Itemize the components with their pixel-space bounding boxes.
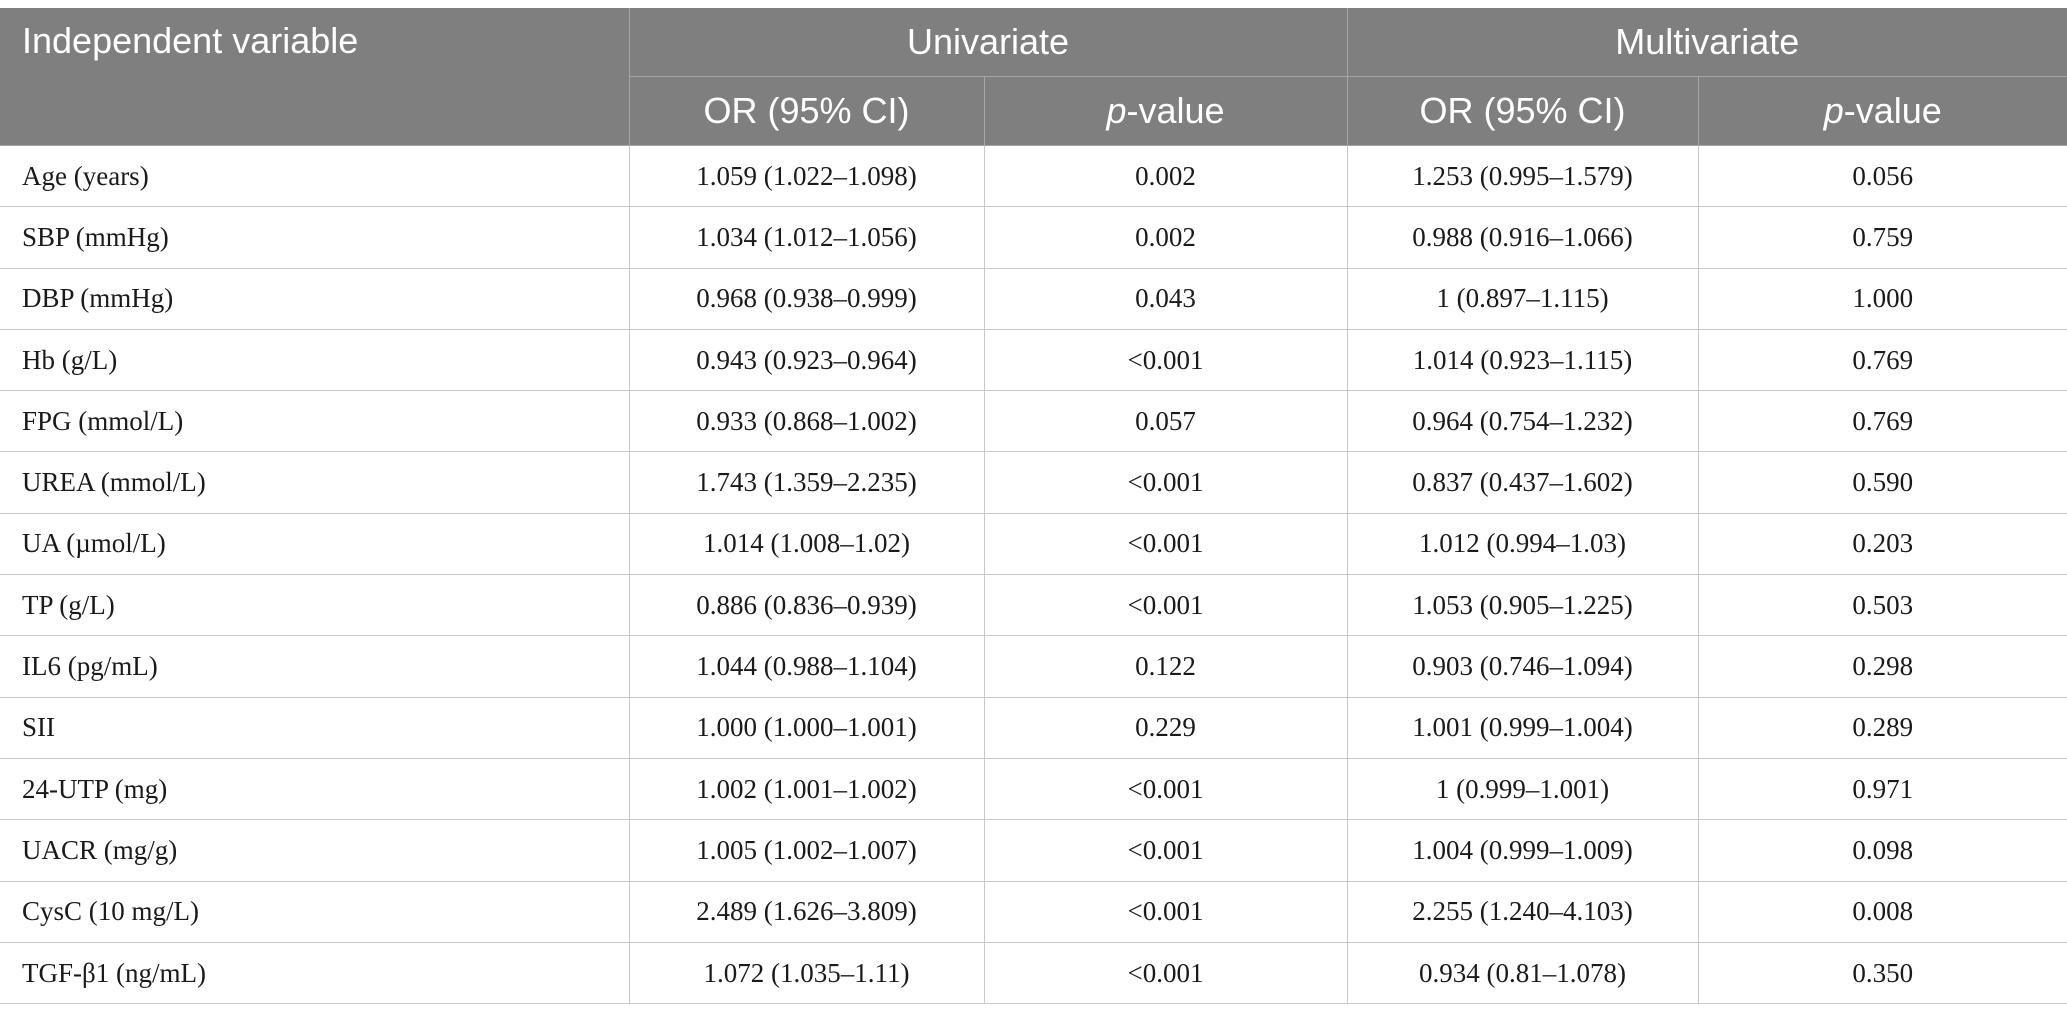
cell-multivariate-or-ci: 1.014 (0.923–1.115) <box>1347 329 1698 390</box>
cell-univariate-p-value: 0.043 <box>984 268 1347 329</box>
cell-multivariate-or-ci: 0.988 (0.916–1.066) <box>1347 207 1698 268</box>
cell-univariate-or-ci: 0.933 (0.868–1.002) <box>629 391 984 452</box>
cell-univariate-or-ci: 1.002 (1.001–1.002) <box>629 758 984 819</box>
header-uni-p-value <box>984 77 1347 146</box>
cell-multivariate-p-value: 0.350 <box>1698 942 2067 1003</box>
cell-multivariate-p-value: 0.289 <box>1698 697 2067 758</box>
cell-variable: 24-UTP (mg) <box>0 758 629 819</box>
table-row <box>0 207 2067 268</box>
table-row <box>0 820 2067 881</box>
cell-multivariate-p-value: 0.971 <box>1698 758 2067 819</box>
cell-univariate-or-ci: 0.968 (0.938–0.999) <box>629 268 984 329</box>
cell-multivariate-p-value: 0.503 <box>1698 575 2067 636</box>
cell-multivariate-or-ci: 1.253 (0.995–1.579) <box>1347 146 1698 207</box>
header-row-groups <box>0 8 2067 77</box>
p-italic-label: p <box>1823 90 1844 131</box>
cell-multivariate-or-ci: 1.053 (0.905–1.225) <box>1347 575 1698 636</box>
cell-univariate-or-ci: 1.059 (1.022–1.098) <box>629 146 984 207</box>
cell-multivariate-or-ci: 1.004 (0.999–1.009) <box>1347 820 1698 881</box>
cell-multivariate-or-ci: 1 (0.999–1.001) <box>1347 758 1698 819</box>
table-row <box>0 575 2067 636</box>
table-row <box>0 942 2067 1003</box>
cell-univariate-or-ci: 1.743 (1.359–2.235) <box>629 452 984 513</box>
cell-variable: Hb (g/L) <box>0 329 629 390</box>
cell-variable: UACR (mg/g) <box>0 820 629 881</box>
cell-univariate-p-value: <0.001 <box>984 942 1347 1003</box>
table-body <box>0 146 2067 1004</box>
cell-univariate-p-value: 0.002 <box>984 207 1347 268</box>
cell-multivariate-p-value: 0.769 <box>1698 329 2067 390</box>
table-row <box>0 268 2067 329</box>
header-univariate: Univariate <box>629 8 1347 77</box>
cell-univariate-p-value: <0.001 <box>984 513 1347 574</box>
cell-univariate-or-ci: 0.886 (0.836–0.939) <box>629 575 984 636</box>
cell-univariate-or-ci: 1.072 (1.035–1.11) <box>629 942 984 1003</box>
cell-univariate-p-value: <0.001 <box>984 758 1347 819</box>
header-uni-or-ci: OR (95% CI) <box>629 77 984 146</box>
cell-univariate-or-ci: 1.034 (1.012–1.056) <box>629 207 984 268</box>
p-italic-label: p <box>1106 90 1127 131</box>
cell-univariate-or-ci: 1.000 (1.000–1.001) <box>629 697 984 758</box>
cell-variable: FPG (mmol/L) <box>0 391 629 452</box>
header-multi-p-value <box>1698 77 2067 146</box>
cell-multivariate-or-ci: 2.255 (1.240–4.103) <box>1347 881 1698 942</box>
cell-multivariate-or-ci: 0.903 (0.746–1.094) <box>1347 636 1698 697</box>
cell-univariate-p-value: <0.001 <box>984 820 1347 881</box>
header-independent-variable: Independent variable <box>0 8 629 146</box>
table-row <box>0 146 2067 207</box>
cell-univariate-or-ci: 1.005 (1.002–1.007) <box>629 820 984 881</box>
table-row <box>0 636 2067 697</box>
cell-univariate-or-ci: 0.943 (0.923–0.964) <box>629 329 984 390</box>
cell-univariate-p-value: 0.229 <box>984 697 1347 758</box>
cell-multivariate-or-ci: 0.837 (0.437–1.602) <box>1347 452 1698 513</box>
cell-univariate-or-ci: 1.044 (0.988–1.104) <box>629 636 984 697</box>
cell-multivariate-or-ci: 0.934 (0.81–1.078) <box>1347 942 1698 1003</box>
cell-variable: TGF-β1 (ng/mL) <box>0 942 629 1003</box>
results-table-container <box>0 8 2067 1004</box>
cell-variable: UREA (mmol/L) <box>0 452 629 513</box>
cell-univariate-p-value: 0.122 <box>984 636 1347 697</box>
cell-univariate-p-value: <0.001 <box>984 881 1347 942</box>
table-row <box>0 758 2067 819</box>
cell-multivariate-p-value: 0.769 <box>1698 391 2067 452</box>
cell-univariate-p-value: <0.001 <box>984 452 1347 513</box>
header-multivariate: Multivariate <box>1347 8 2067 77</box>
p-value-suffix: -value <box>1843 90 1942 131</box>
cell-variable: TP (g/L) <box>0 575 629 636</box>
table-row <box>0 391 2067 452</box>
cell-multivariate-p-value: 0.203 <box>1698 513 2067 574</box>
cell-variable: Age (years) <box>0 146 629 207</box>
cell-variable: SII <box>0 697 629 758</box>
cell-multivariate-p-value: 0.590 <box>1698 452 2067 513</box>
p-value-suffix: -value <box>1126 90 1225 131</box>
cell-variable: SBP (mmHg) <box>0 207 629 268</box>
cell-variable: IL6 (pg/mL) <box>0 636 629 697</box>
table-row <box>0 881 2067 942</box>
cell-univariate-p-value: 0.002 <box>984 146 1347 207</box>
cell-multivariate-p-value: 0.056 <box>1698 146 2067 207</box>
table-header <box>0 8 2067 146</box>
table-row <box>0 697 2067 758</box>
cell-univariate-p-value: 0.057 <box>984 391 1347 452</box>
regression-results-table <box>0 8 2067 1004</box>
table-row <box>0 513 2067 574</box>
cell-variable: CysC (10 mg/L) <box>0 881 629 942</box>
table-row <box>0 329 2067 390</box>
cell-variable: UA (µmol/L) <box>0 513 629 574</box>
cell-multivariate-or-ci: 0.964 (0.754–1.232) <box>1347 391 1698 452</box>
cell-multivariate-or-ci: 1 (0.897–1.115) <box>1347 268 1698 329</box>
cell-multivariate-or-ci: 1.001 (0.999–1.004) <box>1347 697 1698 758</box>
cell-multivariate-or-ci: 1.012 (0.994–1.03) <box>1347 513 1698 574</box>
cell-univariate-or-ci: 2.489 (1.626–3.809) <box>629 881 984 942</box>
cell-univariate-p-value: <0.001 <box>984 329 1347 390</box>
cell-multivariate-p-value: 0.098 <box>1698 820 2067 881</box>
cell-multivariate-p-value: 0.008 <box>1698 881 2067 942</box>
cell-variable: DBP (mmHg) <box>0 268 629 329</box>
cell-multivariate-p-value: 0.298 <box>1698 636 2067 697</box>
header-multi-or-ci: OR (95% CI) <box>1347 77 1698 146</box>
cell-multivariate-p-value: 1.000 <box>1698 268 2067 329</box>
table-row <box>0 452 2067 513</box>
cell-multivariate-p-value: 0.759 <box>1698 207 2067 268</box>
cell-univariate-p-value: <0.001 <box>984 575 1347 636</box>
cell-univariate-or-ci: 1.014 (1.008–1.02) <box>629 513 984 574</box>
